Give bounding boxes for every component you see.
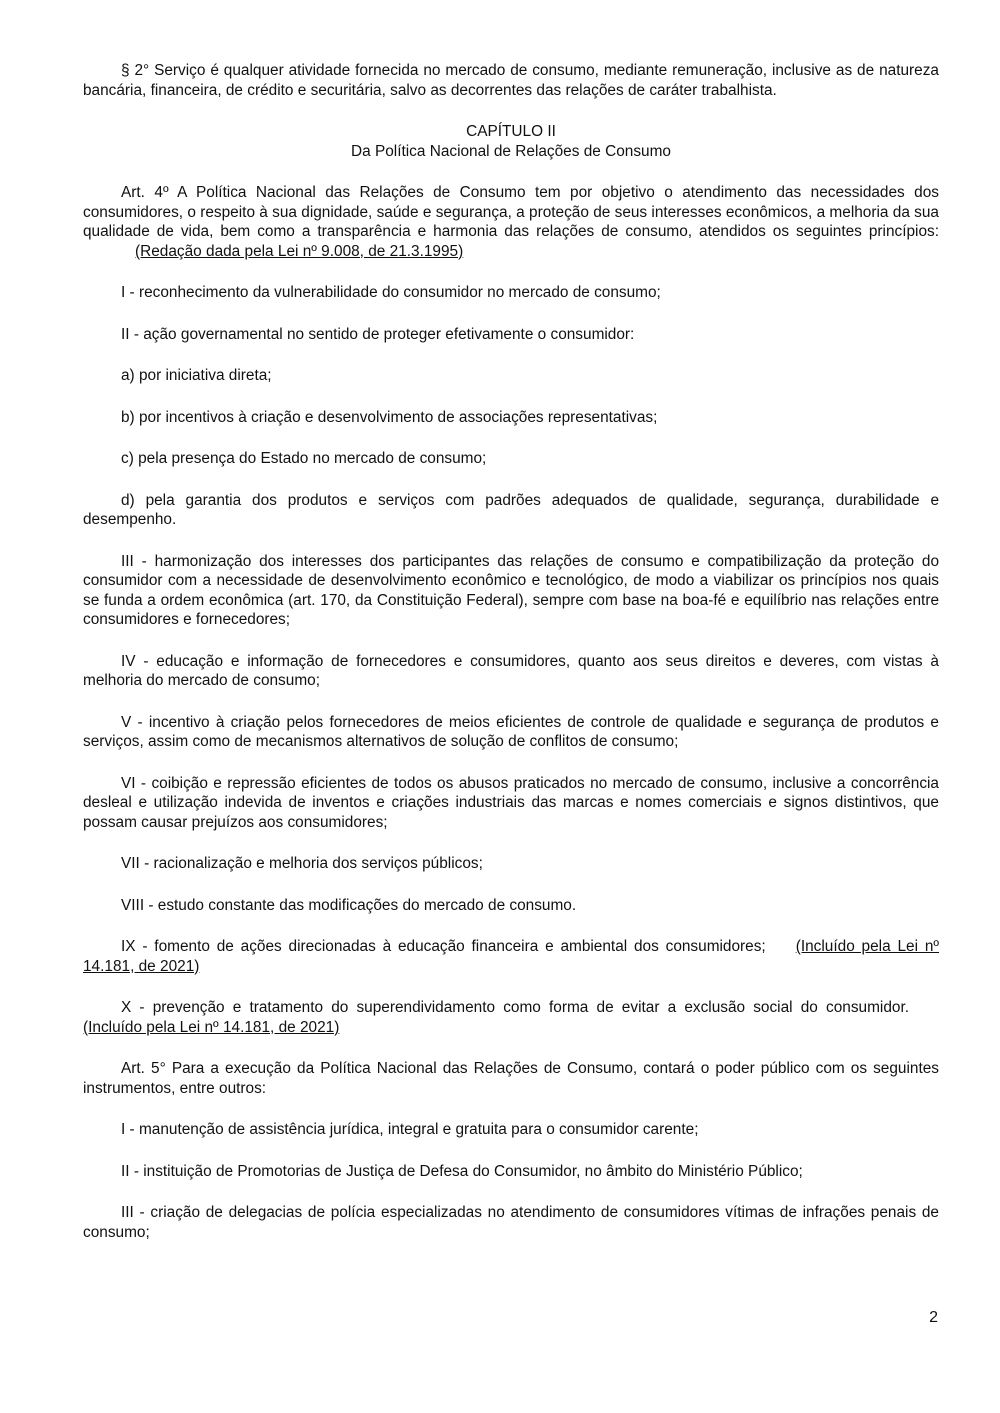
art4-item-x-text: X - prevenção e tratamento do superendividamento como forma de evitar a exclusão social do consumidor.: [121, 999, 909, 1016]
art4-item-iii: III - harmonização dos interesses dos participantes das relações de consumo e compatibilização da proteção do consumidor com a necessidade de desenvolvimento econômico e tecnológico, de modo a viabilizar os princípios nos quais se funda a ordem econômica (art. 170, da Constituição Federal), sempre com base na boa-fé e equilíbrio nas relações entre consumidores e fornecedores;: [83, 552, 939, 628]
chapter-title: Da Política Nacional de Relações de Consumo: [351, 142, 671, 160]
art4-item-x-amendment-link[interactable]: (Incluído pela Lei nº 14.181, de 2021): [83, 1018, 340, 1036]
art4-item-vi: VI - coibição e repressão eficientes de todos os abusos praticados no mercado de consumo, inclusive a concorrência desleal e utilização indevida de inventos e criações industriais das marcas e nomes comerciais e signos distintivos, que possam causar prejuízos aos consumidores;: [83, 774, 939, 831]
art4-item-ii-b: b) por incentivos à criação e desenvolvimento de associações representativas;: [121, 408, 658, 426]
art4-item-ix: [83, 937, 939, 976]
document-page: [83, 61, 939, 1264]
article-5: Art. 5° Para a execução da Política Nacional das Relações de Consumo, contará o poder público com os seguintes instrumentos, entre outros:: [83, 1060, 939, 1097]
paragraph-servico: § 2° Serviço é qualquer atividade fornecida no mercado de consumo, mediante remuneração, inclusive as de natureza bancária, financeira, de crédito e securitária, salvo as decorrentes das relações de caráter trabalhista.: [83, 62, 939, 99]
article-4-amendment-link[interactable]: (Redação dada pela Lei nº 9.008, de 21.3.1995): [135, 242, 464, 260]
art4-item-ii: II - ação governamental no sentido de proteger efetivamente o consumidor:: [121, 325, 635, 343]
art5-item-iii: III - criação de delegacias de polícia especializadas no atendimento de consumidores vítimas de infrações penais de consumo;: [83, 1204, 939, 1241]
art4-item-viii: VIII - estudo constante das modificações do mercado de consumo.: [121, 896, 577, 914]
art4-item-ii-a: a) por iniciativa direta;: [121, 367, 272, 384]
art4-item-ii-c: c) pela presença do Estado no mercado de consumo;: [121, 450, 487, 467]
art4-item-x: [83, 998, 939, 1037]
art4-item-ix-text: IX - fomento de ações direcionadas à educação financeira e ambiental dos consumidores;: [121, 938, 766, 955]
art4-item-ix-amendment-link[interactable]: (Incluído pela Lei nº 14.181, de 2021): [83, 938, 940, 975]
art4-item-iv: IV - educação e informação de fornecedores e consumidores, quanto aos seus direitos e deveres, com vistas à melhoria do mercado de consumo;: [83, 652, 939, 689]
art4-item-v: V - incentivo à criação pelos fornecedores de meios eficientes de controle de qualidade e segurança de produtos e serviços, assim como de mecanismos alternativos de solução de conflitos de consumo;: [83, 713, 939, 750]
art5-item-ii: II - instituição de Promotorias de Justiça de Defesa do Consumidor, no âmbito do Ministério Público;: [121, 1162, 803, 1180]
chapter-number: CAPÍTULO II: [466, 123, 556, 140]
art4-item-ii-d: d) pela garantia dos produtos e serviços com padrões adequados de qualidade, segurança, durabilidade e desempenho.: [83, 491, 939, 528]
page-number: 2: [929, 1309, 938, 1326]
chapter-heading: [83, 122, 939, 161]
article-4-text: Art. 4º A Política Nacional das Relações de Consumo tem por objetivo o atendimento das necessidades dos consumidores, o respeito à sua dignidade, saúde e segurança, a proteção de seus interesses econômicos, a melhoria da sua qualidade de vida, bem como a transparência e harmonia das relações de consumo, atendidos os seguintes princípios:: [83, 184, 939, 240]
art5-item-i: I - manutenção de assistência jurídica, integral e gratuita para o consumidor carente;: [121, 1121, 699, 1138]
art4-item-i: I - reconhecimento da vulnerabilidade do consumidor no mercado de consumo;: [121, 284, 661, 301]
art4-item-vii: VII - racionalização e melhoria dos serviços públicos;: [121, 855, 483, 872]
article-4: [83, 183, 939, 261]
